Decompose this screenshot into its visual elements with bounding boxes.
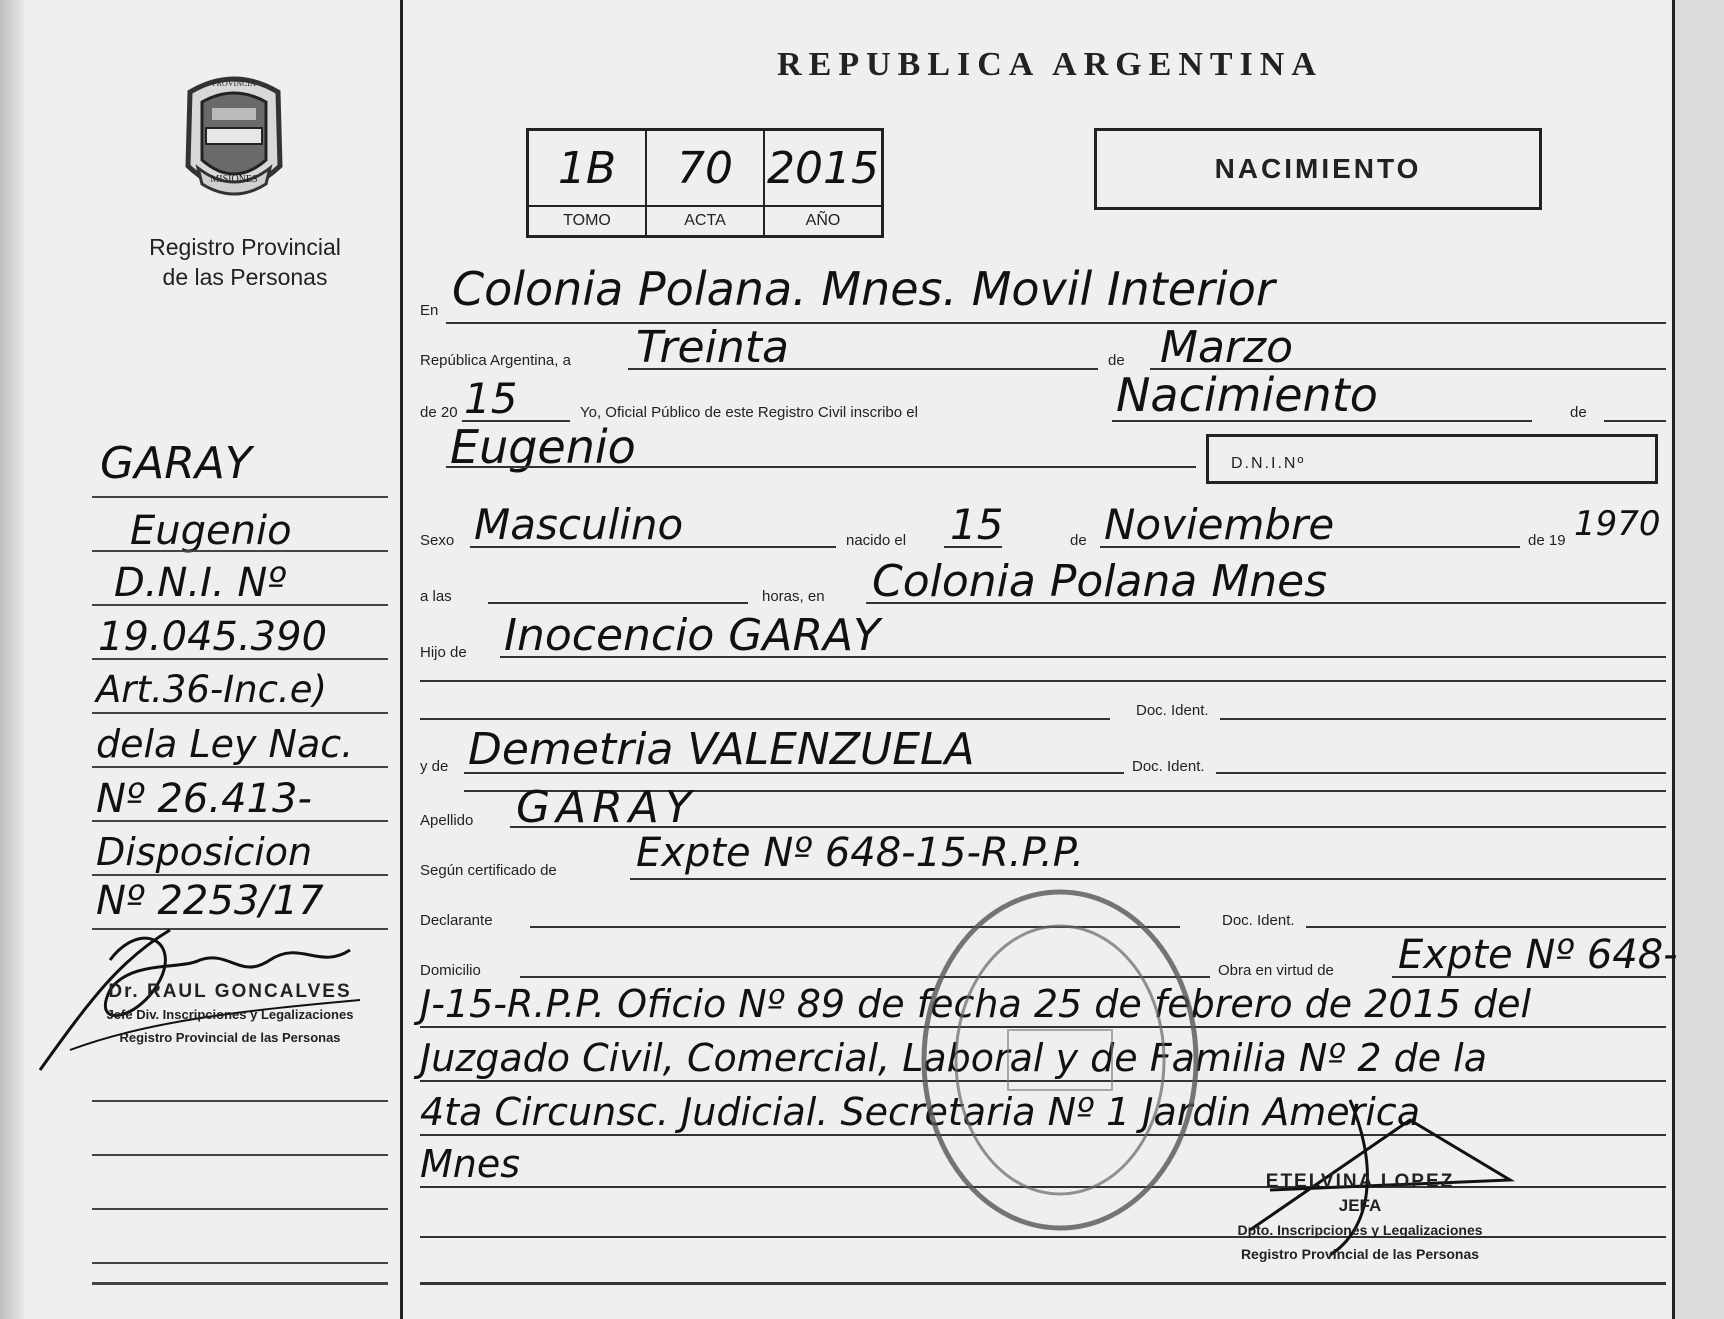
surname-value: GARAY <box>516 782 698 833</box>
page-edge-shadow <box>0 0 24 1319</box>
sex-value: Masculino <box>474 500 684 549</box>
dni-box <box>1206 434 1658 484</box>
time-line <box>488 602 748 604</box>
father-value: Inocencio GARAY <box>504 610 880 661</box>
stub-note-dni-number: 19.045.390 <box>98 614 328 660</box>
acta-label: ACTA <box>646 206 764 237</box>
father-doc-line <box>1220 718 1666 720</box>
bottom-rule <box>420 1282 1666 1285</box>
en-value: Colonia Polana. Mnes. Movil Interior <box>452 262 1275 316</box>
surname-label: Apellido <box>420 812 474 829</box>
stub-stamp-role: Jefe Div. Inscripciones y Legalizaciones <box>106 1007 354 1022</box>
birth-day-value: 15 <box>950 500 1004 549</box>
stamp-department: Dpto. Inscripciones y Legalizaciones <box>1237 1222 1483 1238</box>
of-line <box>1604 420 1666 422</box>
record-type-box: NACIMIENTO <box>1094 128 1542 210</box>
birth-month-value: Noviembre <box>1104 500 1335 549</box>
stub-rule <box>92 1262 388 1264</box>
stub-rule <box>92 1100 388 1102</box>
and-of-label: y de <box>420 758 449 775</box>
observation-line-3: 4ta Circunsc. Judicial. Secretaria Nº 1 Jardin America <box>420 1090 1420 1134</box>
tomo-value: 1B <box>528 130 647 207</box>
stub-org-line1: Registro Provincial <box>149 234 341 260</box>
acta-value: 70 <box>646 130 764 207</box>
declarant-doc-label: Doc. Ident. <box>1222 912 1295 929</box>
stub-rule <box>92 604 388 606</box>
dni-label: D.N.I.Nº <box>1231 455 1306 472</box>
stub-note-article: Art.36-Inc.e) <box>96 668 327 711</box>
registration-table <box>526 128 884 238</box>
time-label: a las <box>420 588 452 605</box>
birthplace-line <box>866 602 1666 604</box>
place-label: horas, en <box>762 588 825 605</box>
en-line <box>446 322 1666 324</box>
stub-note-name: Eugenio <box>130 508 292 554</box>
stub-organization <box>100 232 390 292</box>
act-line <box>1112 420 1532 422</box>
certificate-label: Según certificado de <box>420 862 557 879</box>
birth-year-prefix-label: de 19 <box>1528 532 1566 549</box>
given-name-line <box>446 466 1196 468</box>
stub-note-disposition-number: Nº 2253/17 <box>96 878 324 924</box>
stub-rule <box>92 658 388 660</box>
stamp-role: JEFA <box>1338 1196 1382 1215</box>
day-line <box>628 368 1098 370</box>
sex-line <box>470 546 836 548</box>
mother-line <box>464 772 1124 774</box>
by-virtue-value: Expte Nº 648- <box>1398 932 1678 978</box>
stub-divider <box>400 0 403 1319</box>
month-value: Marzo <box>1160 322 1294 373</box>
stub-org-line2: de las Personas <box>162 264 328 290</box>
stub-note-disposition: Disposicion <box>96 830 313 874</box>
country-title: REPUBLICA ARGENTINA <box>777 46 1323 83</box>
day-value: Treinta <box>636 322 789 373</box>
mother-doc-line <box>1216 772 1666 774</box>
stub-rule <box>92 874 388 876</box>
stub-rule <box>92 550 388 552</box>
child-of-label: Hijo de <box>420 644 467 661</box>
surname-line <box>510 826 1666 828</box>
born-label: nacido el <box>846 532 907 549</box>
stub-note-law: dela Ley Nac. <box>96 722 354 766</box>
address-label: Domicilio <box>420 962 481 979</box>
by-virtue-line <box>1392 976 1666 978</box>
official-stamp <box>1190 1170 1530 1266</box>
month-de-label: de <box>1108 352 1125 369</box>
father-doc-label: Doc. Ident. <box>1136 702 1209 719</box>
tomo-label: TOMO <box>528 206 647 237</box>
stub-rule <box>92 766 388 768</box>
sex-label: Sexo <box>420 532 455 549</box>
stub-stamp-name: Dr. RAUL GONCALVES <box>108 981 352 1002</box>
stub-official-stamp <box>60 980 400 1049</box>
observation-line-1: J-15-R.P.P. Oficio Nº 89 de fecha 25 de febrero de 2015 del <box>420 982 1532 1026</box>
declarant-label: Declarante <box>420 912 493 929</box>
anio-value: 2015 <box>764 130 883 207</box>
birth-year-value: 1970 <box>1574 504 1661 544</box>
year-value: 15 <box>464 374 518 423</box>
stamp-organization: Registro Provincial de las Personas <box>1240 1246 1480 1262</box>
father-line <box>500 656 1666 658</box>
stamp-name: ETELVINA LOPEZ <box>1265 1171 1455 1192</box>
mother-value: Demetria VALENZUELA <box>468 724 975 775</box>
birthplace-value: Colonia Polana Mnes <box>872 556 1328 607</box>
certificate-value: Expte Nº 648-15-R.P.P. <box>636 830 1085 876</box>
en-label: En <box>420 302 439 319</box>
stub-note-law-number: Nº 26.413- <box>96 776 312 822</box>
stub-note-dni-label: D.N.I. Nº <box>114 560 287 606</box>
declarant-doc-line <box>1306 926 1666 928</box>
stub-rule <box>92 820 388 822</box>
act-value: Nacimiento <box>1116 368 1378 422</box>
mother-doc-label: Doc. Ident. <box>1132 758 1205 775</box>
observation-line-2: Juzgado Civil, Comercial, Laboral y de Familia Nº 2 de la <box>420 1036 1488 1080</box>
birth-month-de-label: de <box>1070 532 1087 549</box>
of-label: de <box>1570 404 1587 421</box>
birth-month-line <box>1100 546 1520 548</box>
observation-line-4: Mnes <box>420 1142 521 1186</box>
by-virtue-label: Obra en virtud de <box>1218 962 1334 979</box>
stub-rule <box>92 1208 388 1210</box>
given-name-value: Eugenio <box>450 420 636 474</box>
stub-stamp-org: Registro Provincial de las Personas <box>119 1030 341 1045</box>
year-prefix-label: de 20 <box>420 404 458 421</box>
stub-rule <box>92 1154 388 1156</box>
birth-day-line <box>944 546 1002 548</box>
republica-label: República Argentina, a <box>420 352 571 369</box>
anio-label: AÑO <box>764 206 883 237</box>
stub-rule <box>92 1282 388 1285</box>
svg-text:PROVINCIA: PROVINCIA <box>212 79 256 88</box>
registro-seal-icon <box>910 880 1210 1240</box>
stub-rule <box>92 496 388 498</box>
provincial-seal-icon <box>176 72 292 200</box>
father-extra-line <box>420 680 1666 682</box>
officer-statement-label: Yo, Oficial Público de este Registro Civil inscribo el <box>580 404 918 421</box>
next-page-edge <box>1675 0 1724 1319</box>
svg-text:MISIONES: MISIONES <box>210 174 258 185</box>
stub-rule <box>92 712 388 714</box>
stub-note-surname: GARAY <box>100 438 252 489</box>
father-doc-left-line <box>420 718 1110 720</box>
